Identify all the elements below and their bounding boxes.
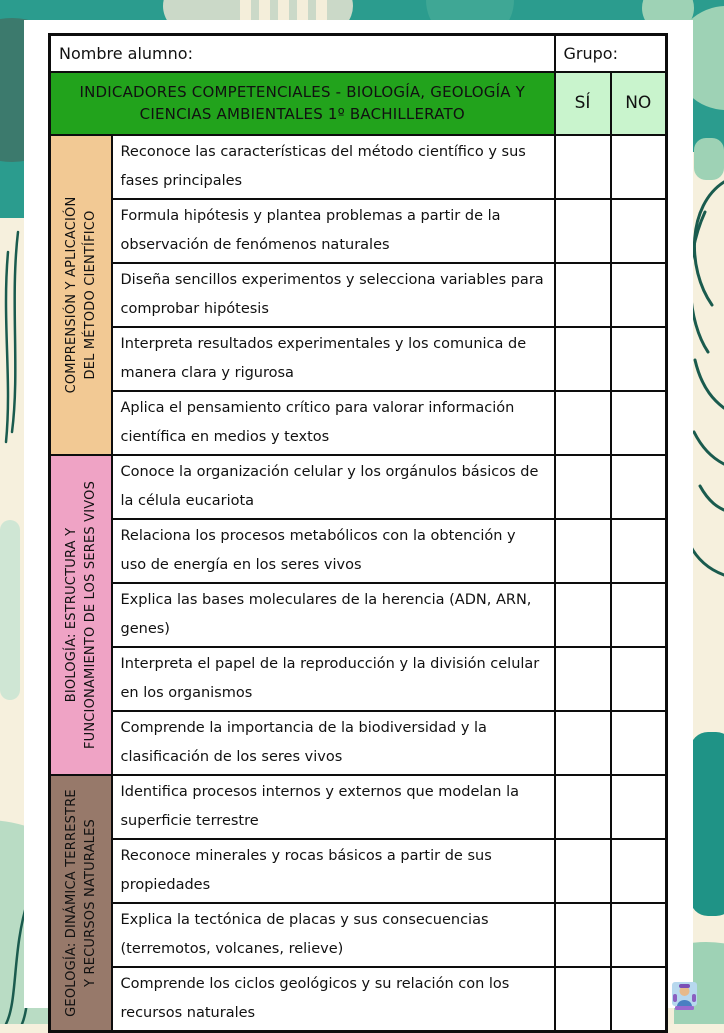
no-cell[interactable]	[611, 455, 667, 519]
indicator-text: Explica las bases moleculares de la herencia (ADN, ARN, genes)	[112, 583, 555, 647]
indicator-row	[50, 391, 667, 455]
section-label-metodo-cientifico	[50, 135, 112, 455]
no-cell[interactable]	[611, 391, 667, 455]
indicator-row	[50, 711, 667, 775]
indicator-text: Interpreta el papel de la reproducción y la división celular en los organismos	[112, 647, 555, 711]
no-column-header: NO	[611, 72, 667, 135]
document-sheet	[24, 20, 693, 1021]
indicator-row	[50, 647, 667, 711]
indicator-text: Comprende los ciclos geológicos y su relación con los recursos naturales	[112, 967, 555, 1032]
no-cell[interactable]	[611, 519, 667, 583]
section-label-text: COMPRENSIÓN Y APLICACIÓN DEL MÉTODO CIENTÍFICO	[63, 196, 98, 393]
indicator-row	[50, 455, 667, 519]
indicator-text: Diseña sencillos experimentos y selecciona variables para comprobar hipótesis	[112, 263, 555, 327]
yes-cell[interactable]	[555, 583, 611, 647]
yes-cell[interactable]	[555, 903, 611, 967]
student-name-field[interactable]	[50, 35, 555, 72]
indicators-table	[48, 33, 668, 1033]
yes-cell[interactable]	[555, 327, 611, 391]
section-label-geologia	[50, 775, 112, 1032]
yes-cell[interactable]	[555, 455, 611, 519]
no-cell[interactable]	[611, 711, 667, 775]
yes-column-header: SÍ	[555, 72, 611, 135]
no-cell[interactable]	[611, 967, 667, 1032]
indicator-text: Conoce la organización celular y los orgánulos básicos de la célula eucariota	[112, 455, 555, 519]
indicator-text: Identifica procesos internos y externos que modelan la superficie terrestre	[112, 775, 555, 839]
no-cell[interactable]	[611, 583, 667, 647]
indicator-row	[50, 327, 667, 391]
group-field[interactable]	[555, 35, 667, 72]
group-label: Grupo:	[563, 43, 618, 63]
banner-row	[50, 72, 667, 135]
yes-cell[interactable]	[555, 391, 611, 455]
indicator-text: Reconoce minerales y rocas básicos a partir de sus propiedades	[112, 839, 555, 903]
yes-cell[interactable]	[555, 711, 611, 775]
student-name-label: Nombre alumno:	[59, 43, 193, 63]
yes-cell[interactable]	[555, 199, 611, 263]
no-cell[interactable]	[611, 135, 667, 199]
yes-cell[interactable]	[555, 647, 611, 711]
indicator-row	[50, 967, 667, 1032]
indicator-row	[50, 199, 667, 263]
indicator-text: Comprende la importancia de la biodiversidad y la clasificación de los seres vivos	[112, 711, 555, 775]
indicator-row	[50, 263, 667, 327]
yes-cell[interactable]	[555, 967, 611, 1032]
indicator-text: Interpreta resultados experimentales y los comunica de manera clara y rigurosa	[112, 327, 555, 391]
yes-cell[interactable]	[555, 135, 611, 199]
indicator-text: Relaciona los procesos metabólicos con la obtención y uso de energía en los seres vivos	[112, 519, 555, 583]
no-cell[interactable]	[611, 647, 667, 711]
no-cell[interactable]	[611, 327, 667, 391]
no-cell[interactable]	[611, 263, 667, 327]
indicator-text: Aplica el pensamiento crítico para valorar información científica en medios y textos	[112, 391, 555, 455]
indicator-text: Reconoce las características del método científico y sus fases principales	[112, 135, 555, 199]
yes-cell[interactable]	[555, 775, 611, 839]
indicator-text: Formula hipótesis y plantea problemas a partir de la observación de fenómenos naturales	[112, 199, 555, 263]
indicator-row	[50, 903, 667, 967]
yes-cell[interactable]	[555, 519, 611, 583]
publisher-logo-icon	[672, 982, 697, 1012]
indicator-row	[50, 775, 667, 839]
yes-cell[interactable]	[555, 263, 611, 327]
section-label-text: GEOLOGÍA: DINÁMICA TERRESTRE Y RECURSOS NATURALES	[63, 788, 98, 1017]
indicator-row	[50, 583, 667, 647]
no-cell[interactable]	[611, 199, 667, 263]
indicator-row	[50, 135, 667, 199]
indicator-row	[50, 519, 667, 583]
section-label-biologia	[50, 455, 112, 775]
yes-cell[interactable]	[555, 839, 611, 903]
no-cell[interactable]	[611, 903, 667, 967]
no-cell[interactable]	[611, 839, 667, 903]
banner-title: INDICADORES COMPETENCIALES - BIOLOGÍA, GEOLOGÍA Y CIENCIAS AMBIENTALES 1º BACHILLERATO	[50, 72, 555, 135]
indicator-row	[50, 839, 667, 903]
name-row	[50, 35, 667, 72]
section-label-text: BIOLOGÍA: ESTRUCTURA Y FUNCIONAMIENTO DE LOS SERES VIVOS	[63, 480, 98, 749]
no-cell[interactable]	[611, 775, 667, 839]
indicator-text: Explica la tectónica de placas y sus consecuencias (terremotos, volcanes, relieve)	[112, 903, 555, 967]
